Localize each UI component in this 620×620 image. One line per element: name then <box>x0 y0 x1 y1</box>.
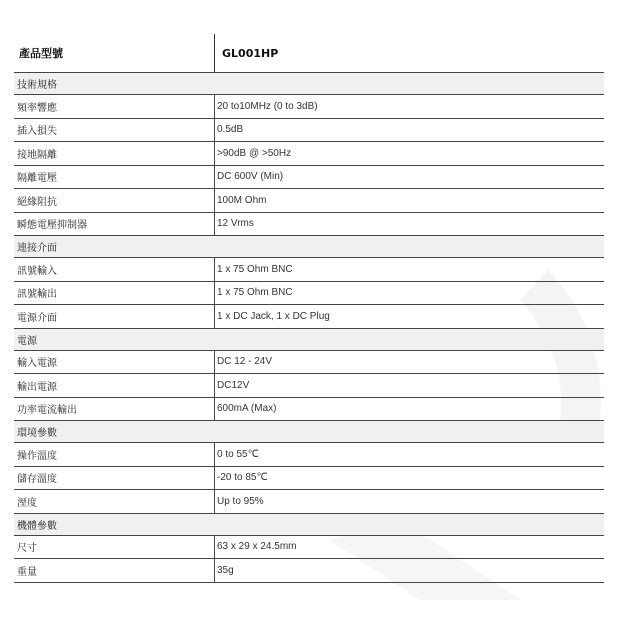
table-row <box>14 188 604 212</box>
table-row <box>14 535 604 559</box>
spec-value: DC12V <box>214 374 604 397</box>
table-row <box>14 281 604 305</box>
spec-value: >90dB @ >50Hz <box>214 142 604 165</box>
spec-table <box>14 34 604 583</box>
section-heading: 機體參數 <box>14 513 604 535</box>
spec-value: 1 x 75 Ohm BNC <box>214 258 604 281</box>
table-row <box>14 558 604 582</box>
spec-value: 35g <box>214 559 604 582</box>
table-row <box>14 118 604 142</box>
spec-value: 1 x DC Jack, 1 x DC Plug <box>214 305 604 328</box>
section-heading: 環境參數 <box>14 420 604 442</box>
spec-key: 儲存溫度 <box>17 474 57 486</box>
table-row <box>14 442 604 466</box>
spec-value: 20 to10MHz (0 to 3dB) <box>214 95 604 118</box>
table-row <box>14 141 604 165</box>
table-row <box>14 212 604 236</box>
spec-key: 尺寸 <box>17 543 37 555</box>
spec-value: DC 12 - 24V <box>214 351 604 374</box>
spec-value: 0 to 55℃ <box>214 443 604 466</box>
spec-value: DC 600V (Min) <box>214 166 604 189</box>
spec-value: -20 to 85℃ <box>214 467 604 490</box>
spec-key: 功率電流輸出 <box>17 405 77 417</box>
table-row <box>14 257 604 281</box>
spec-value: Up to 95% <box>214 490 604 513</box>
table-row <box>14 165 604 189</box>
table-row <box>14 466 604 490</box>
spec-key: 訊號輸入 <box>17 265 57 277</box>
table-row <box>14 489 604 513</box>
spec-key: 插入損失 <box>17 126 57 138</box>
spec-key: 頻率響應 <box>17 102 57 114</box>
spec-header-row <box>14 34 604 72</box>
spec-key: 電源介面 <box>17 312 57 324</box>
spec-value: 1 x 75 Ohm BNC <box>214 282 604 305</box>
spec-key: 訊號輸出 <box>17 289 57 301</box>
spec-key: 溼度 <box>17 497 37 509</box>
model-number: GL001HP <box>214 34 604 72</box>
table-row <box>14 350 604 374</box>
spec-key: 輸出電源 <box>17 381 57 393</box>
spec-key: 重量 <box>17 566 37 578</box>
model-label: 產品型號 <box>19 47 63 60</box>
spec-value: 63 x 29 x 24.5mm <box>214 536 604 559</box>
table-row <box>14 304 604 328</box>
table-bottom-border <box>14 582 604 583</box>
section-heading: 技術規格 <box>14 72 604 94</box>
table-row <box>14 373 604 397</box>
spec-value: 600mA (Max) <box>214 398 604 421</box>
spec-value: 100M Ohm <box>214 189 604 212</box>
spec-value: 0.5dB <box>214 119 604 142</box>
spec-key: 輸入電源 <box>17 358 57 370</box>
spec-key: 瞬態電壓抑制器 <box>17 220 87 232</box>
section-heading: 電源 <box>14 328 604 350</box>
table-row <box>14 397 604 421</box>
spec-key: 隔離電壓 <box>17 173 57 185</box>
spec-key: 操作溫度 <box>17 450 57 462</box>
spec-value: 12 Vrms <box>214 213 604 236</box>
section-heading: 連接介面 <box>14 235 604 257</box>
spec-key: 絕緣阻抗 <box>17 196 57 208</box>
spec-key: 接地隔離 <box>17 149 57 161</box>
table-row <box>14 94 604 118</box>
